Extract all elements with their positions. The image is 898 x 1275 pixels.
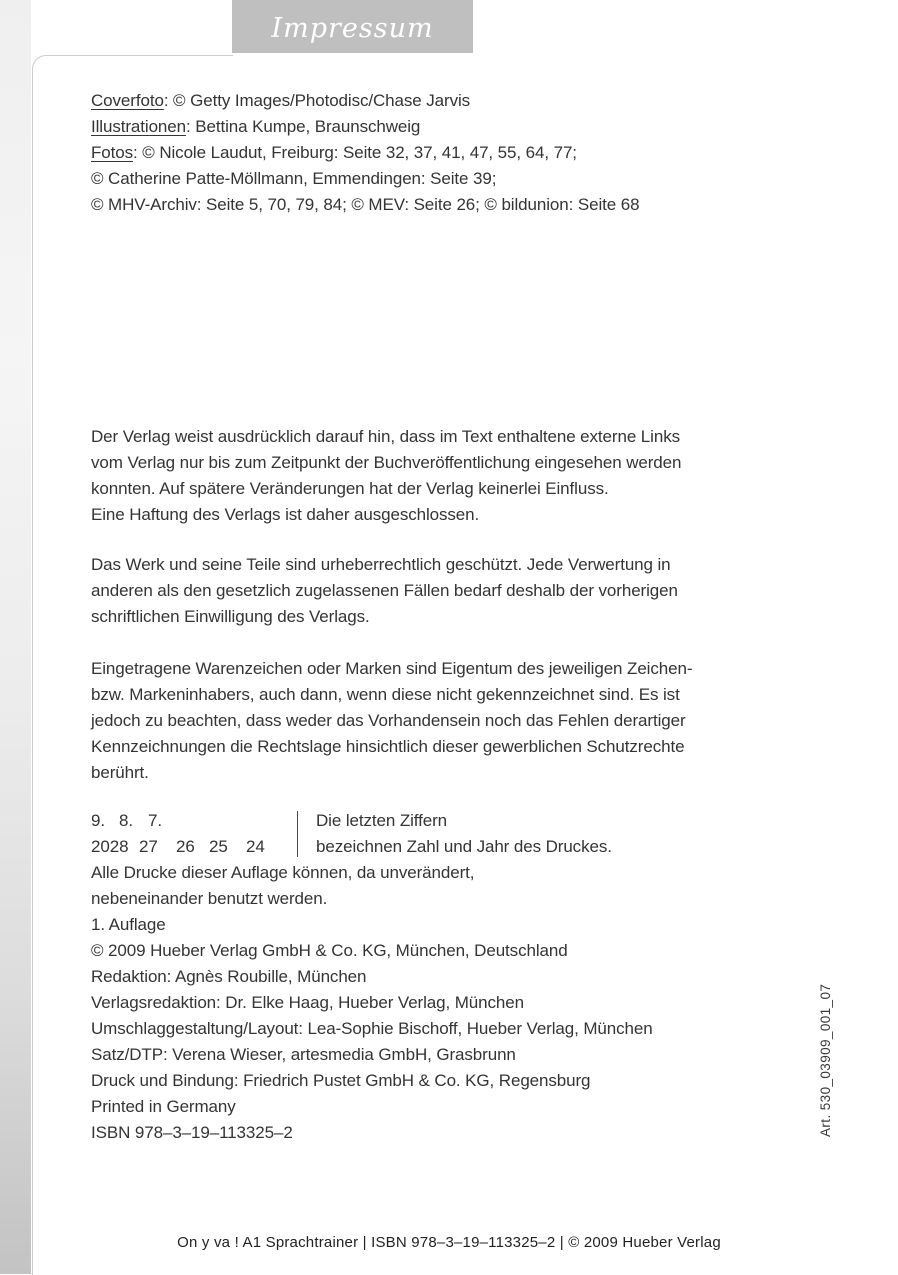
- colophon-block: [91, 808, 771, 1146]
- colophon-line: 1. Auflage: [91, 915, 166, 934]
- article-number-vertical: Art. 530_03909_001_07: [818, 983, 833, 1137]
- credit-text: © Catherine Patte-Möllmann, Emmendingen: Seite 39;: [91, 169, 497, 188]
- credit-text: © MHV-Archiv: Seite 5, 70, 79, 84; © MEV: Seite 26; © bildunion: Seite 68: [91, 195, 640, 214]
- trademark-notice-paragraph: [91, 656, 692, 786]
- print-run-digit: 9.: [91, 811, 105, 830]
- colophon-line: Printed in Germany: [91, 1097, 236, 1116]
- colophon-line: Umschlaggestaltung/Layout: Lea-Sophie Bischoff, Hueber Verlag, München: [91, 1019, 653, 1038]
- copyright-notice-paragraph: [91, 552, 678, 630]
- credit-text: : © Getty Images/Photodisc/Chase Jarvis: [163, 91, 471, 110]
- credit-line: [91, 192, 639, 218]
- credit-label: Illustrationen: [91, 117, 186, 136]
- print-run-year: 25: [209, 837, 228, 856]
- colophon-line: Druck und Bindung: Friedrich Pustet GmbH & Co. KG, Regensburg: [91, 1071, 591, 1090]
- credit-text: : © Nicole Laudut, Freiburg: Seite 32, 37, 41, 47, 55, 64, 77;: [133, 143, 577, 162]
- paragraph-line: Das Werk und seine Teile sind urheberrechtlich geschützt. Jede Verwertung in: [91, 555, 671, 574]
- credit-line: [91, 114, 639, 140]
- paragraph-line: schriftlichen Einwilligung des Verlags.: [91, 607, 370, 626]
- paragraph-line: Der Verlag weist ausdrücklich darauf hin, dass im Text enthaltene externe Links: [91, 427, 680, 446]
- paragraph-line: vom Verlag nur bis zum Zeitpunkt der Buchveröffentlichung eingesehen werden: [91, 453, 682, 472]
- print-run-note-line: bezeichnen Zahl und Jahr des Druckes.: [316, 837, 612, 856]
- paragraph-line: berührt.: [91, 763, 149, 782]
- page-title: Impressum: [271, 13, 434, 44]
- credit-line: [91, 166, 639, 192]
- print-run-year: 2028: [91, 837, 129, 856]
- paragraph-line: anderen als den gesetzlich zugelassenen Fällen bedarf deshalb der vorherigen: [91, 581, 678, 600]
- credit-label: Coverfoto: [91, 91, 164, 110]
- paragraph-line: jedoch zu beachten, dass weder das Vorhandensein noch das Fehlen derartiger: [91, 711, 686, 730]
- paragraph-line: bzw. Markeninhabers, auch dann, wenn diese nicht gekennzeichnet sind. Es ist: [91, 685, 680, 704]
- credit-line: [91, 140, 639, 166]
- colophon-line: Verlagsredaktion: Dr. Elke Haag, Hueber Verlag, München: [91, 993, 524, 1012]
- print-run-digit: 8.: [119, 811, 133, 830]
- links-disclaimer-paragraph: [91, 424, 681, 528]
- print-run-year: 26: [176, 837, 195, 856]
- print-run-note-line: Die letzten Ziffern: [316, 811, 448, 830]
- colophon-line: Alle Drucke dieser Auflage können, da unverändert,: [91, 863, 475, 882]
- impressum-tab: [232, 0, 473, 53]
- photo-credits-block: [91, 88, 639, 218]
- page-edge-shadow: [0, 0, 31, 1274]
- colophon-line: © 2009 Hueber Verlag GmbH & Co. KG, München, Deutschland: [91, 941, 568, 960]
- credit-label: Fotos: [91, 143, 134, 162]
- credit-line: [91, 88, 639, 114]
- print-run-digit: 7.: [148, 811, 162, 830]
- paragraph-line: Kennzeichnungen die Rechtslage hinsichtlich dieser gewerblichen Schutzrechte: [91, 737, 685, 756]
- paragraph-line: konnten. Auf spätere Veränderungen hat der Verlag keinerlei Einfluss.: [91, 479, 609, 498]
- paragraph-line: Eine Haftung des Verlags ist daher ausgeschlossen.: [91, 505, 480, 524]
- paragraph-line: Eingetragene Warenzeichen oder Marken sind Eigentum des jeweiligen Zeichen-: [91, 659, 693, 678]
- page-footer: On y va ! A1 Sprachtrainer | ISBN 978–3–19–113325–2 | © 2009 Hueber Verlag: [177, 1234, 721, 1251]
- colophon-line: ISBN 978–3–19–113325–2: [91, 1123, 293, 1142]
- print-run-year: 27: [139, 837, 158, 856]
- print-run-year: 24: [246, 837, 265, 856]
- print-run-numbers: [91, 808, 771, 860]
- colophon-line: Satz/DTP: Verena Wieser, artesmedia GmbH, Grasbrunn: [91, 1045, 516, 1064]
- print-run-divider: [297, 811, 298, 857]
- credit-text: : Bettina Kumpe, Braunschweig: [186, 117, 421, 136]
- colophon-line: nebeneinander benutzt werden.: [91, 889, 328, 908]
- colophon-line: Redaktion: Agnès Roubille, München: [91, 967, 367, 986]
